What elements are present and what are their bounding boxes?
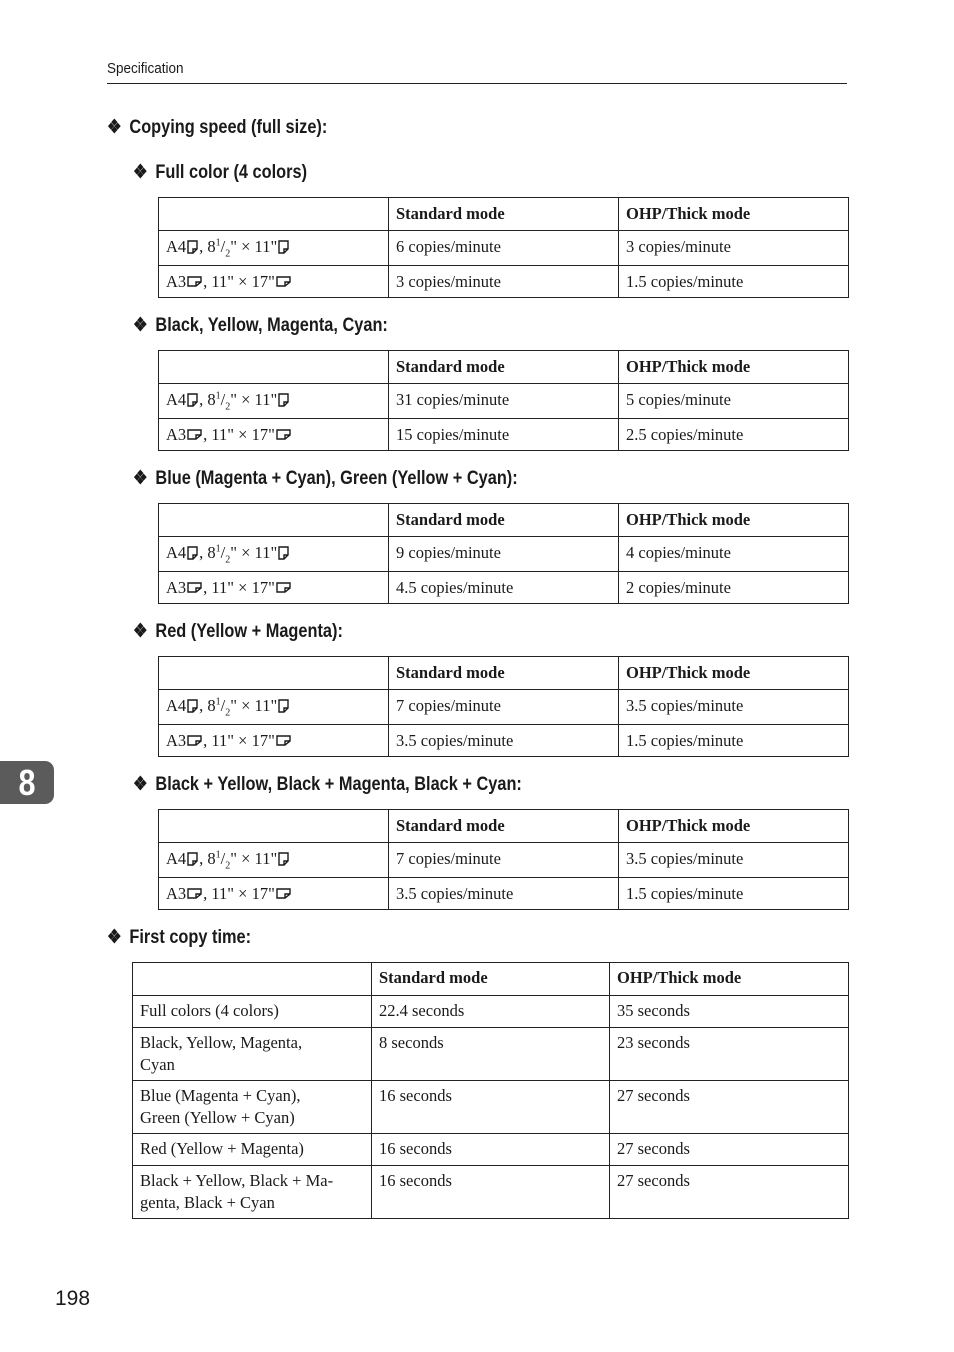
- header-cell: Standard mode: [389, 198, 619, 231]
- header-cell: [159, 657, 389, 690]
- portrait-paper-icon: [278, 393, 289, 407]
- header-cell: Standard mode: [389, 351, 619, 384]
- cell: 15 copies/minute: [389, 419, 619, 451]
- cell: 9 copies/minute: [389, 537, 619, 572]
- section-heading: [133, 467, 518, 490]
- cell: 16 seconds: [372, 1166, 610, 1219]
- portrait-paper-icon: [278, 546, 289, 560]
- row-label-a4: A4 , $8^1/_2$" × 11": [159, 843, 389, 878]
- copying-speed-table: [158, 656, 849, 757]
- heading-text: Red (Yellow + Magenta):: [155, 621, 343, 642]
- diamond-bullet-icon: ❖: [107, 927, 122, 948]
- portrait-paper-icon: [187, 699, 198, 713]
- diamond-bullet-icon: ❖: [133, 621, 148, 642]
- cell: 27 seconds: [610, 1166, 849, 1219]
- table-row: [159, 843, 849, 878]
- portrait-paper-icon: [278, 699, 289, 713]
- table-row: [159, 384, 849, 419]
- header-rule: [107, 83, 847, 84]
- cell: 7 copies/minute: [389, 843, 619, 878]
- table-row: [159, 537, 849, 572]
- portrait-paper-icon: [187, 393, 198, 407]
- portrait-paper-icon: [187, 240, 198, 254]
- table-row: [133, 1134, 849, 1166]
- cell: 1.5 copies/minute: [619, 266, 849, 298]
- header-cell: Standard mode: [389, 810, 619, 843]
- diamond-bullet-icon: ❖: [133, 774, 148, 795]
- header-cell: OHP/Thick mode: [619, 504, 849, 537]
- copying-speed-table: [158, 809, 849, 910]
- cell: 23 seconds: [610, 1028, 849, 1081]
- heading-text: First copy time:: [129, 927, 252, 948]
- table-row: [159, 725, 849, 757]
- section-heading: [133, 773, 522, 796]
- cell: 3.5 copies/minute: [389, 725, 619, 757]
- row-label-a4: A4 , $8^1/_2$" × 11": [159, 690, 389, 725]
- cell: 3 copies/minute: [619, 231, 849, 266]
- header-cell: [159, 810, 389, 843]
- row-label: Full colors (4 colors): [133, 996, 372, 1028]
- header-cell: [133, 963, 372, 996]
- table-row: [159, 878, 849, 910]
- portrait-paper-icon: [278, 852, 289, 866]
- portrait-paper-icon: [187, 852, 198, 866]
- row-label-a4: A4 , $8^1/_2$" × 11": [159, 537, 389, 572]
- copying-speed-table: [158, 350, 849, 451]
- landscape-paper-icon: [187, 582, 202, 593]
- diamond-bullet-icon: ❖: [107, 117, 122, 138]
- header-cell: OHP/Thick mode: [619, 198, 849, 231]
- row-label: Black + Yellow, Black + Ma- genta, Black + Cyan: [133, 1166, 372, 1219]
- landscape-paper-icon: [276, 735, 291, 746]
- heading-text: Black, Yellow, Magenta, Cyan:: [155, 315, 388, 336]
- table-header-row: [133, 963, 849, 996]
- cell: 3.5 copies/minute: [619, 843, 849, 878]
- cell: 7 copies/minute: [389, 690, 619, 725]
- section-heading: [133, 161, 307, 184]
- landscape-paper-icon: [276, 276, 291, 287]
- cell: 8 seconds: [372, 1028, 610, 1081]
- landscape-paper-icon: [187, 429, 202, 440]
- heading-text: Copying speed (full size):: [129, 117, 328, 138]
- diamond-bullet-icon: ❖: [133, 162, 148, 183]
- cell: 1.5 copies/minute: [619, 878, 849, 910]
- row-label-a3: A3 , 11" × 17": [159, 725, 389, 757]
- copying-speed-heading: [107, 116, 327, 139]
- cell: 1.5 copies/minute: [619, 725, 849, 757]
- header-cell: Standard mode: [389, 504, 619, 537]
- cell: 3 copies/minute: [389, 266, 619, 298]
- chapter-number: 8: [18, 762, 36, 803]
- table-header-row: [159, 198, 849, 231]
- table-header-row: [159, 504, 849, 537]
- table-header-row: [159, 351, 849, 384]
- landscape-paper-icon: [276, 429, 291, 440]
- header-cell: Standard mode: [372, 963, 610, 996]
- row-label: Black, Yellow, Magenta, Cyan: [133, 1028, 372, 1081]
- table-row: [159, 690, 849, 725]
- cell: 4 copies/minute: [619, 537, 849, 572]
- cell: 2 copies/minute: [619, 572, 849, 604]
- cell: 5 copies/minute: [619, 384, 849, 419]
- table-header-row: [159, 657, 849, 690]
- table-row: [133, 1166, 849, 1219]
- table-row: [159, 419, 849, 451]
- table-row: [159, 266, 849, 298]
- landscape-paper-icon: [276, 582, 291, 593]
- row-label-a3: A3 , 11" × 17": [159, 266, 389, 298]
- table-row: [159, 572, 849, 604]
- header-cell: OHP/Thick mode: [610, 963, 849, 996]
- diamond-bullet-icon: ❖: [133, 315, 148, 336]
- first-copy-heading: [107, 926, 251, 949]
- row-label-a4: A4 , $8^1/_2$" × 11": [159, 384, 389, 419]
- cell: 4.5 copies/minute: [389, 572, 619, 604]
- cell: 16 seconds: [372, 1134, 610, 1166]
- cell: 3.5 copies/minute: [389, 878, 619, 910]
- table-header-row: [159, 810, 849, 843]
- diamond-bullet-icon: ❖: [133, 468, 148, 489]
- header-cell: Standard mode: [389, 657, 619, 690]
- table-row: [133, 996, 849, 1028]
- row-label-a4: A4 , $8^1/_2$" × 11": [159, 231, 389, 266]
- heading-text: Blue (Magenta + Cyan), Green (Yellow + Cyan):: [155, 468, 518, 489]
- header-cell: OHP/Thick mode: [619, 810, 849, 843]
- copying-speed-table: [158, 197, 849, 298]
- header-cell: [159, 198, 389, 231]
- first-copy-table: [132, 962, 849, 1219]
- row-label: Blue (Magenta + Cyan), Green (Yellow + Cyan): [133, 1081, 372, 1134]
- section-heading: [133, 314, 388, 337]
- landscape-paper-icon: [276, 888, 291, 899]
- cell: 16 seconds: [372, 1081, 610, 1134]
- cell: 6 copies/minute: [389, 231, 619, 266]
- table-row: [133, 1081, 849, 1134]
- portrait-paper-icon: [278, 240, 289, 254]
- header-cell: [159, 504, 389, 537]
- cell: 3.5 copies/minute: [619, 690, 849, 725]
- row-label-a3: A3 , 11" × 17": [159, 419, 389, 451]
- landscape-paper-icon: [187, 735, 202, 746]
- heading-text: Black + Yellow, Black + Magenta, Black + Cyan:: [155, 774, 522, 795]
- row-label-a3: A3 , 11" × 17": [159, 878, 389, 910]
- header-cell: OHP/Thick mode: [619, 351, 849, 384]
- cell: 27 seconds: [610, 1081, 849, 1134]
- landscape-paper-icon: [187, 276, 202, 287]
- header-cell: OHP/Thick mode: [619, 657, 849, 690]
- running-header: Specification: [107, 60, 184, 77]
- row-label-a3: A3 , 11" × 17": [159, 572, 389, 604]
- landscape-paper-icon: [187, 888, 202, 899]
- cell: 2.5 copies/minute: [619, 419, 849, 451]
- heading-text: Full color (4 colors): [155, 162, 308, 183]
- header-cell: [159, 351, 389, 384]
- cell: 22.4 seconds: [372, 996, 610, 1028]
- table-row: [133, 1028, 849, 1081]
- page-number: 198: [55, 1287, 91, 1310]
- section-heading: [133, 620, 343, 643]
- cell: 31 copies/minute: [389, 384, 619, 419]
- portrait-paper-icon: [187, 546, 198, 560]
- copying-speed-table: [158, 503, 849, 604]
- row-label: Red (Yellow + Magenta): [133, 1134, 372, 1166]
- table-row: [159, 231, 849, 266]
- cell: 35 seconds: [610, 996, 849, 1028]
- cell: 27 seconds: [610, 1134, 849, 1166]
